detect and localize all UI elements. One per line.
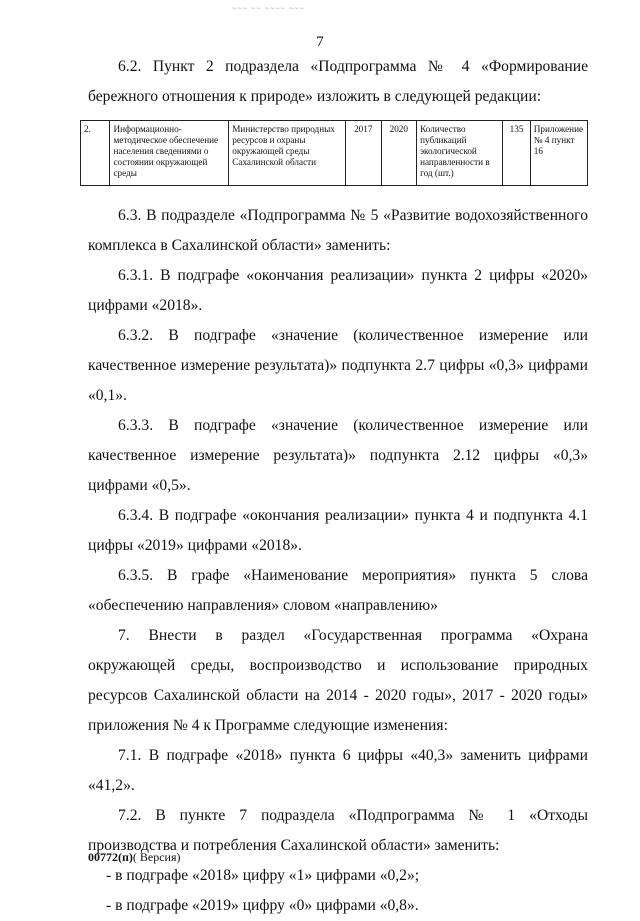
table-cell-name: Информационно-методическое обеспечение населения сведениями о состоянии окружающей среды xyxy=(110,121,229,186)
paragraph-6-3-5: 6.3.5. В графе «Наименование мероприятия» пункта 5 слова «обеспечению направления» словом «направлению» xyxy=(88,567,588,614)
document-version: ( Версия) xyxy=(132,850,181,864)
paragraph-6-3-2: 6.3.2. В подграфе «значение (количественное измерение или качественное измерение результата)» подпункта 2.7 цифры «0,3» цифрами «0,1». xyxy=(88,327,588,404)
paragraph-6-3: 6.3. В подразделе «Подпрограмма № 5 «Развитие водохозяйственного комплекса в Сахалинской области» заменить: xyxy=(88,207,588,254)
paragraph-6-2: 6.2. Пункт 2 подраздела «Подпрограмма № 4 «Формирование бережного отношения к природе» изложить в следующей редакции: xyxy=(88,58,588,105)
table-cell-number: 2. xyxy=(81,121,110,186)
page-number: 7 xyxy=(316,34,324,50)
paragraph-6-3-3: 6.3.3. В подграфе «значение (количественное измерение или качественное измерение результата)» подпункта 2.12 цифры «0,3» цифрами «0,5». xyxy=(88,417,588,494)
list-item-2019: - в подграфе «2019» цифру «0» цифрами «0,8». xyxy=(106,897,419,914)
program-item-table xyxy=(80,120,588,186)
table-cell-executor: Министерство природных ресурсов и охраны окружающей среды Сахалинской области xyxy=(229,121,346,186)
list-item-2018: - в подграфе «2018» цифру «1» цифрами «0,2»; xyxy=(106,867,420,884)
table-cell-start-year: 2017 xyxy=(346,121,382,186)
table-row xyxy=(81,121,588,186)
table-cell-indicator: Количество публикаций экологической направленности в год (шт.) xyxy=(417,121,503,186)
paragraph-7-2: 7.2. В пункте 7 подраздела «Подпрограмма № 1 «Отходы производства и потребления Сахалинской области» заменить: xyxy=(88,807,588,854)
paragraph-7-1: 7.1. В подграфе «2018» пункта 6 цифры «40,3» заменить цифрами «41,2». xyxy=(88,747,588,794)
document-body-continued xyxy=(88,201,588,921)
document-body xyxy=(88,52,588,112)
table-cell-end-year: 2020 xyxy=(381,121,417,186)
table-cell-value: 135 xyxy=(503,121,530,186)
document-footer xyxy=(88,850,181,865)
table-cell-appendix: Приложение № 4 пункт 16 xyxy=(530,121,587,186)
paragraph-7: 7. Внести в раздел «Государственная программа «Охрана окружающей среды, воспроизводство и использование природных ресурсов Сахалинской области на 2014 - 2020 годы», 2017 - 2020 годы» приложения № 4 к Программе следующие изменения: xyxy=(88,627,588,734)
paragraph-6-3-4: 6.3.4. В подграфе «окончания реализации» пункта 4 и подпункта 4.1 цифры «2019» цифрами «2018». xyxy=(88,507,588,554)
document-code: 00772(п) xyxy=(88,850,133,864)
scan-stamp-mark: ~~~ ~~ ~~~~ ~~~ xyxy=(232,4,305,13)
paragraph-6-3-1: 6.3.1. В подграфе «окончания реализации» пункта 2 цифры «2020» цифрами «2018». xyxy=(88,267,588,314)
